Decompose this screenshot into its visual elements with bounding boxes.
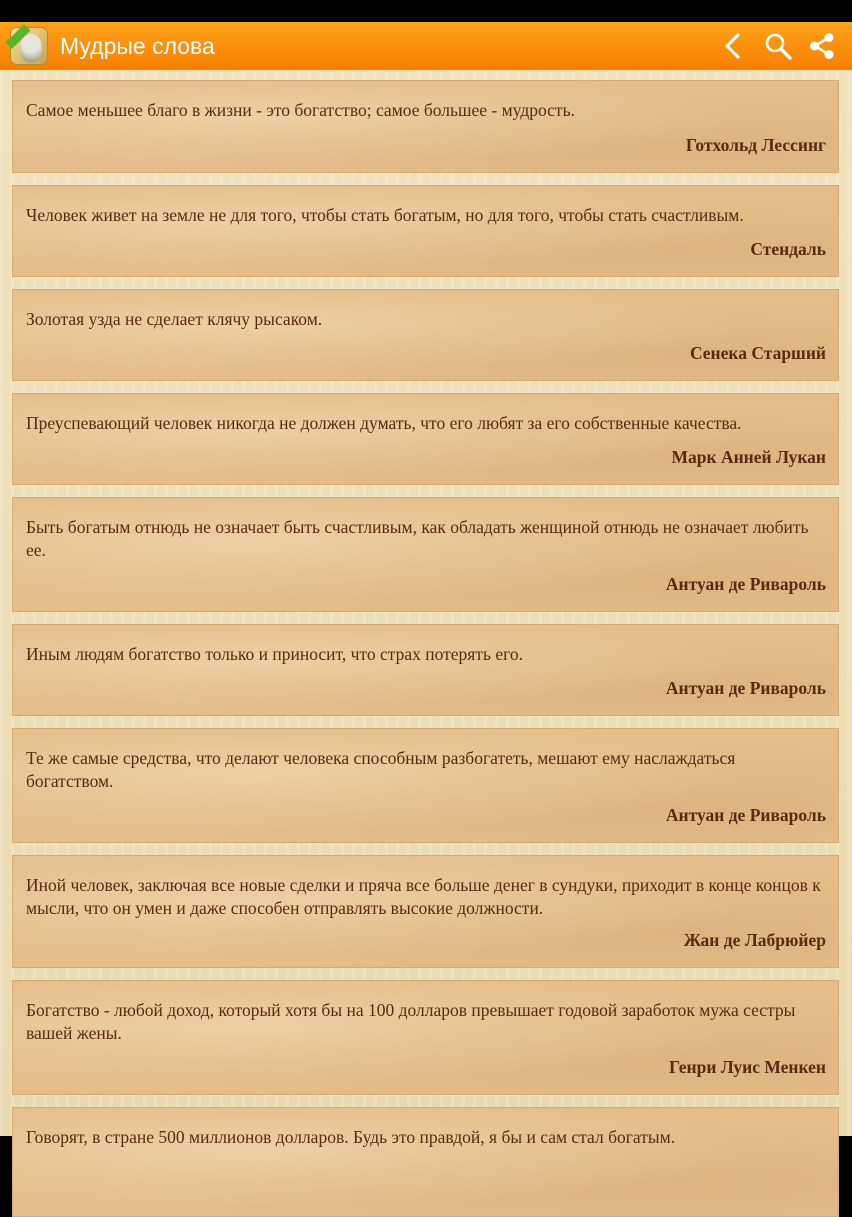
quote-card[interactable] (12, 855, 839, 968)
quote-text: Золотая узда не сделает клячу рысаком. (26, 309, 323, 329)
quote-author: Антуан де Ривароль (665, 678, 826, 698)
chevron-left-icon (720, 32, 748, 60)
quote-list[interactable] (0, 70, 852, 1147)
quote-author: Жан де Лабрюйер (683, 930, 826, 950)
quote-author: Стендаль (750, 239, 826, 259)
quote-card[interactable] (12, 1107, 839, 1217)
app-title: Мудрые слова (60, 32, 215, 59)
quote-text: Преуспевающий человек никогда не должен думать, что его любят за его собственные качества. (26, 413, 742, 433)
quote-card[interactable] (12, 185, 839, 277)
quote-card[interactable] (12, 980, 839, 1095)
quote-text: Иным людям богатство только и приносит, что страх потерять его. (26, 644, 523, 664)
quote-text: Иной человек, заключая все новые сделки и пряча все больше денег в сундуки, приходит в конце концов к мысли, что он умен и даже способен отправлять высокие должности. (26, 875, 821, 918)
quote-text: Человек живет на земле не для того, чтобы стать богатым, но для того, чтобы стать счастливым. (26, 205, 744, 225)
quote-card[interactable] (12, 624, 839, 716)
share-icon (808, 32, 836, 60)
quote-text: Быть богатым отнюдь не означает быть счастливым, как обладать женщиной отнюдь не означает любить ее. (26, 517, 809, 560)
quote-author: Генри Луис Менкен (668, 1057, 826, 1077)
app-bar (0, 22, 852, 70)
quote-card[interactable] (12, 497, 839, 612)
quote-author: Сенека Старший (689, 343, 826, 363)
app-logo-icon[interactable] (10, 27, 48, 65)
quote-text: Самое меньшее благо в жизни - это богатство; самое большее - мудрость. (26, 100, 575, 120)
quote-card[interactable] (12, 80, 839, 173)
quote-author: Готхольд Лессинг (685, 135, 826, 155)
quote-text: Говорят, в стране 500 миллионов долларов. Будь это правдой, я бы и сам стал богатым. (26, 1127, 676, 1147)
quote-author: Антуан де Ривароль (665, 805, 826, 825)
quote-card[interactable] (12, 289, 839, 381)
status-bar (0, 0, 852, 22)
quote-card[interactable] (12, 393, 839, 485)
search-icon (763, 31, 793, 61)
quote-text: Богатство - любой доход, который хотя бы на 100 долларов превышает годовой заработок мужа сестры вашей жены. (26, 1000, 796, 1043)
quote-author: Марк Анней Лукан (671, 447, 826, 467)
quote-card[interactable] (12, 728, 839, 843)
back-button[interactable] (712, 24, 756, 68)
quote-text: Те же самые средства, что делают человека способным разбогатеть, мешают ему наслаждаться богатством. (26, 748, 736, 791)
quote-author: Антуан де Ривароль (665, 574, 826, 594)
share-button[interactable] (800, 24, 844, 68)
search-button[interactable] (756, 24, 800, 68)
